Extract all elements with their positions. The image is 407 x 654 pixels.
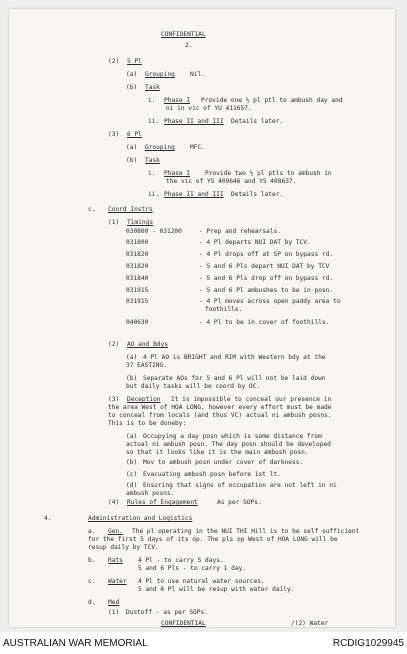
- c-t3-num: (3): [108, 396, 120, 403]
- s4-title: Administration and Logistics: [88, 515, 193, 522]
- c-t1-num: (1): [108, 219, 120, 226]
- c-t2-num: (2): [108, 341, 120, 348]
- timing-text: - 4 Pl departs NUI DAT by TCV.: [199, 239, 311, 246]
- timing-text: - Prep and rehearsals.: [199, 228, 281, 235]
- s3-i-text2: the vic of YS 409646 and YS 408637.: [166, 178, 297, 185]
- s4-b-text1: 4 Pl - to carry 5 days.: [138, 557, 224, 564]
- s2-i-label: Phase I: [164, 97, 191, 104]
- s4-c-text1: 4 Pl to use natural water sources.: [138, 578, 265, 585]
- deception-item-line: Evacuating ambush posn before 1st lt.: [143, 471, 281, 478]
- c-t2-a-text1: 4 Pl AO is BRIGHT and RIM with Western bdy at the: [143, 354, 326, 361]
- s4-b-text2: 5 and 6 Pls - to carry 1 day.: [138, 565, 247, 572]
- s4-d1-text: Dustoff - as per SOPs.: [126, 609, 208, 616]
- archive-name: AUSTRALIAN WAR MEMORIAL: [3, 638, 148, 649]
- page-number: 2.: [185, 42, 193, 49]
- timing-time: 031800: [126, 239, 149, 246]
- timing-time: 031820: [126, 251, 149, 258]
- s2-ii-label: Phase II and III: [164, 118, 224, 125]
- deception-item-line: Ensuring that signs of occupation are not left in ni: [143, 482, 337, 489]
- c-t2-title: AO and Bdys: [127, 341, 168, 348]
- s2-i-text2: ni in vic of YU 411657.: [166, 105, 252, 112]
- s4-a-text3: resup daily by TCV.: [88, 544, 159, 551]
- c-t2-a-text2: 37 EASTING.: [126, 362, 167, 369]
- c-t2-b-text1: Separate AOs for 5 and 6 Pl will not be laid down: [143, 375, 326, 382]
- c-t4-num: (4): [108, 499, 120, 506]
- document-text: [9, 9, 395, 627]
- s2-ii-text: Details later.: [231, 118, 284, 125]
- timing-time: 031840: [126, 275, 149, 282]
- s4-a-label: Gen.: [108, 528, 123, 535]
- timing-text: - 5 and 6 Pl ambushes to be in posn.: [199, 287, 334, 294]
- c-t1-title: Timings: [127, 219, 154, 226]
- s2-i-text1: Provide one ½ pl ptl to ambush day and: [201, 97, 343, 104]
- timing-text: foothills.: [205, 306, 243, 313]
- s4-a-text1: The pl operating in the NUI THI Hill is to be self sufficient: [132, 528, 360, 535]
- s3-a-label: Grouping: [145, 144, 175, 151]
- s4-b-label: Rats: [108, 557, 123, 564]
- timing-time: 031915: [126, 287, 149, 294]
- timing-time: 031915: [126, 298, 149, 305]
- s2-num: (2): [108, 58, 120, 65]
- classification-header: CONFIDENTIAL: [161, 31, 206, 38]
- s4-b-num: b.: [88, 557, 96, 564]
- continuation-note: /(2) Water: [291, 620, 329, 627]
- c-t2-a-num: (a): [126, 354, 138, 361]
- timing-text: - 5 and 6 Pls drop off on bypass rd.: [199, 275, 334, 282]
- timing-time: 030800 - 031200: [126, 228, 182, 235]
- timing-time: 031820: [126, 263, 149, 270]
- s2-a-label: Grouping: [145, 71, 175, 78]
- c-t2-b-num: (b): [126, 375, 138, 382]
- s3-ii-text: Details later.: [231, 191, 284, 198]
- timing-time: 040630: [126, 319, 149, 326]
- s3-b-num: (b): [126, 157, 138, 164]
- c-t3-title: Deception: [127, 396, 161, 403]
- c-t4-text: As per SOPs.: [217, 499, 262, 506]
- s3-i-num: i.: [148, 170, 156, 177]
- s3-b-label: Task: [145, 157, 160, 164]
- s3-ii-num: ii.: [148, 191, 160, 198]
- s3-ii-label: Phase II and III: [164, 191, 224, 198]
- deception-item-line: Occupying a day posn which is some distance from: [143, 433, 322, 440]
- c-t3-text-3: This is to be doneby:: [108, 420, 187, 427]
- archive-footer: [0, 632, 407, 654]
- s2-a-num: (a): [126, 71, 138, 78]
- deception-item-line: Mov to ambush posn under cover of darkness.: [143, 459, 304, 466]
- deception-item-num: (c): [126, 471, 138, 478]
- s3-a-val: MFC.: [190, 144, 205, 151]
- deception-item-num: (a): [126, 433, 138, 440]
- s4-d-num: d.: [88, 599, 96, 606]
- deception-item-line: so that it looks like it is the main ambush posn.: [126, 449, 309, 456]
- s4-c-num: c.: [88, 578, 96, 585]
- timing-text: - 5 and 6 Pls depart NUI DAT by TCV: [199, 263, 330, 270]
- s2-b-label: Task: [145, 84, 160, 91]
- deception-item-line: ambush posns.: [126, 490, 175, 497]
- s4-c-label: Water: [108, 578, 127, 585]
- s4-num: 4.: [44, 515, 52, 522]
- s2-ii-num: ii.: [148, 118, 160, 125]
- s3-title: 6 Pl: [127, 131, 142, 138]
- s4-d1-num: (1): [108, 609, 120, 616]
- c-t4-title: Rules of Engagement: [127, 499, 198, 506]
- timing-text: - 4 Pl to be in cover of foothills.: [199, 319, 330, 326]
- c-title: Coord Instrs: [108, 206, 153, 213]
- c-t3-text-0: It is impossible to conceal our presence in: [171, 396, 332, 403]
- s4-c-text2: 5 and 6 Pl will be resup with water daily.: [138, 586, 295, 593]
- archive-ref: RCDIG1029945: [332, 638, 404, 649]
- s4-a-text2: for the first 5 days of its op. The pls op West of HOA LONG will be: [88, 536, 338, 543]
- s3-i-label: Phase I: [164, 170, 191, 177]
- s2-b-num: (b): [126, 84, 138, 91]
- s4-d-label: Med: [108, 599, 120, 606]
- deception-item-num: (b): [126, 459, 138, 466]
- deception-item-num: (d): [126, 482, 138, 489]
- s3-num: (3): [108, 131, 120, 138]
- c-t2-b-text2: but daily tasks will be coord by OC.: [126, 383, 261, 390]
- c-t3-text-2: to conceal from locals (and thus VC) actual ni ambush posns.: [108, 412, 332, 419]
- s3-i-text1: Provide two ½ pl ptls to ambush in: [205, 170, 332, 177]
- s2-i-num: i.: [148, 97, 156, 104]
- c-num: c.: [88, 206, 96, 213]
- deception-item-line: actual ni ambush posn. The day posn should be developed: [126, 441, 331, 448]
- timing-text: - 4 Pl drops off at SP on bypass rd.: [199, 251, 334, 258]
- s4-a-num: a.: [88, 528, 96, 535]
- s2-a-val: Nil.: [190, 71, 205, 78]
- s2-title: 5 Pl: [127, 58, 142, 65]
- c-t3-text-1: the area West of HOA LONG, however every effort must be made: [108, 404, 332, 411]
- timing-text: - 4 Pl moves across open paddy area to: [199, 298, 341, 305]
- classification-footer: CONFIDENTIAL: [161, 620, 206, 627]
- s3-a-num: (a): [126, 144, 138, 151]
